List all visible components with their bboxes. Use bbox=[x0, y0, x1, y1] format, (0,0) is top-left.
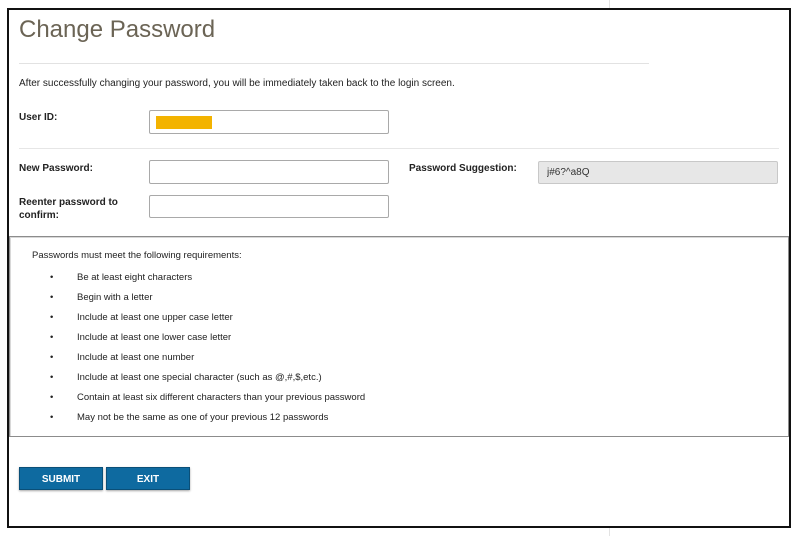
intro-text: After successfully changing your password, you will be immediately taken back to the login screen. bbox=[19, 78, 455, 89]
bullet: • bbox=[50, 412, 54, 423]
requirement-text: Include at least one number bbox=[77, 352, 195, 363]
requirements-panel bbox=[9, 236, 789, 437]
bullet: • bbox=[50, 292, 54, 303]
password-suggestion-field[interactable] bbox=[538, 161, 778, 184]
reenter-label-line2: confirm: bbox=[19, 210, 59, 221]
reenter-password-field[interactable] bbox=[149, 195, 389, 218]
bullet: • bbox=[50, 372, 54, 383]
requirement-text: Be at least eight characters bbox=[77, 272, 193, 283]
bullet: • bbox=[50, 332, 54, 343]
reenter-label-line1: Reenter password to bbox=[19, 197, 118, 208]
requirement-text: Contain at least six different characters than your previous password bbox=[77, 392, 366, 403]
bullet: • bbox=[50, 312, 54, 323]
bullet: • bbox=[50, 352, 54, 363]
requirement-text: Include at least one special character (such as @,#,$,etc.) bbox=[77, 372, 322, 383]
page-title: Change Password bbox=[19, 16, 216, 43]
bullet: • bbox=[50, 392, 54, 403]
new-password-field[interactable] bbox=[149, 160, 389, 184]
requirement-text: Include at least one upper case letter bbox=[77, 312, 233, 323]
user-id-field[interactable] bbox=[149, 110, 389, 134]
background-divider-bottom bbox=[609, 528, 610, 536]
password-suggestion-label: Password Suggestion: bbox=[409, 163, 517, 174]
user-id-redaction bbox=[156, 116, 212, 129]
requirement-text: Include at least one lower case letter bbox=[77, 332, 232, 343]
user-id-label: User ID: bbox=[19, 112, 58, 123]
exit-button[interactable]: EXIT bbox=[106, 467, 190, 490]
title-divider bbox=[19, 63, 649, 64]
section-divider bbox=[19, 148, 779, 149]
requirement-text: May not be the same as one of your previous 12 passwords bbox=[77, 412, 329, 423]
background-divider-top bbox=[609, 0, 610, 8]
requirement-text: Begin with a letter bbox=[77, 292, 153, 303]
requirements-intro: Passwords must meet the following requirements: bbox=[32, 250, 242, 261]
reenter-password-label bbox=[19, 196, 118, 222]
new-password-label: New Password: bbox=[19, 163, 93, 174]
bullet: • bbox=[50, 272, 54, 283]
submit-button[interactable]: SUBMIT bbox=[19, 467, 103, 490]
